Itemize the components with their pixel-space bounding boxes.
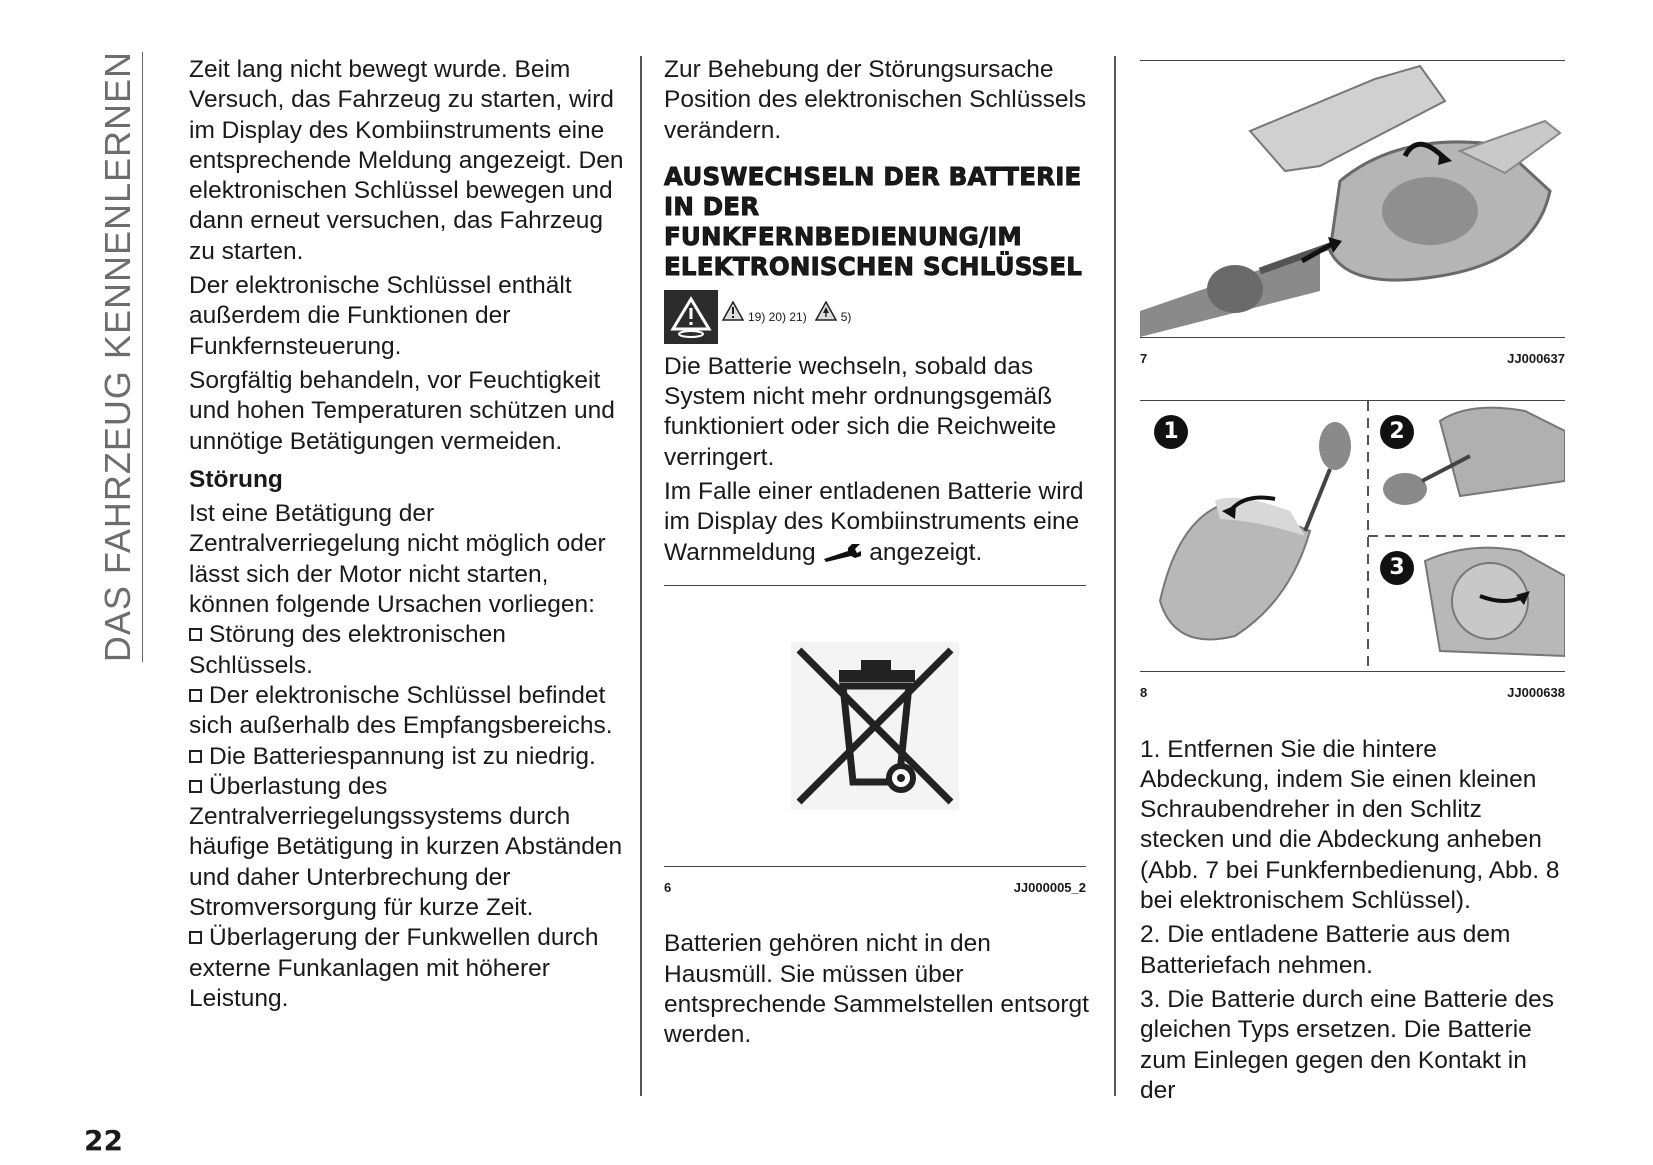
figure-number: 8 — [1140, 685, 1148, 701]
warning-references — [664, 290, 1094, 344]
figure-code: JJ000637 — [1507, 351, 1565, 366]
column-2 — [664, 55, 1094, 1054]
column-divider-1 — [640, 56, 642, 1096]
figure-caption — [1140, 678, 1565, 708]
electronic-key-battery-illustration — [1140, 401, 1565, 671]
figure-bottom-rule — [664, 866, 1086, 867]
side-rule — [142, 52, 143, 662]
list-item: Der elektronische Schlüssel befindet sich außerhalb des Empfangsbereichs. — [189, 681, 624, 742]
section-heading-battery: AUSWECHSELN DER BATTERIE IN DER FUNKFERNBEDIENUNG/IM ELEKTRONISCHEN SCHLÜSSEL — [664, 161, 1083, 281]
paragraph: Sorgfältig behandeln, vor Feuchtigkeit und hohen Temperaturen schützen und unnötige Betätigungen vermeiden. — [189, 366, 615, 455]
side-title-text: DAS FAHRZEUG KENNENLERNEN — [97, 51, 138, 663]
figure-bottom-rule — [1140, 671, 1565, 672]
figure-8 — [1140, 400, 1565, 708]
page-number: 22 — [84, 1124, 123, 1157]
step-2-badge: 2 — [1380, 415, 1414, 449]
paragraph: 3. Die Batterie durch eine Batterie des gleichen Typs ersetzen. Die Batterie zum Einlegen gegen den Kontakt in der — [1140, 985, 1555, 1104]
paragraph: Die Batterie wechseln, sobald das System nicht mehr ordnungsgemäß funktioniert oder sich die Reichweite verringert. — [664, 352, 1057, 471]
side-section-title — [96, 52, 140, 662]
figure-6 — [664, 585, 1086, 903]
paragraph — [664, 477, 1094, 571]
remote-key-battery-illustration — [1140, 61, 1565, 337]
paragraph: Der elektronische Schlüssel enthält außerdem die Funktionen der Funkfernsteuerung. — [189, 272, 572, 360]
section-heading-stoerung: Störung — [189, 465, 283, 493]
battery-warning-icon — [664, 290, 718, 344]
paragraph: 2. Die entladene Batterie aus dem Batteriefach nehmen. — [1140, 921, 1511, 979]
paragraph-text: angezeigt. — [869, 538, 983, 566]
figure-7 — [1140, 60, 1565, 374]
list-item: Störung des elektronischen Schlüssels. — [189, 620, 624, 681]
environment-icon — [815, 301, 837, 332]
list-item: Die Batteriespannung ist zu niedrig. — [189, 742, 624, 772]
paragraph-text: Im Falle einer entladenen Batterie wird im Display des Kombiinstruments eine Warnmeldung — [664, 478, 1084, 566]
wrench-icon — [822, 541, 862, 571]
column-1 — [189, 55, 624, 1014]
figure-caption — [1140, 344, 1565, 374]
figure-bottom-rule — [1140, 337, 1565, 338]
figure-caption — [664, 873, 1086, 903]
paragraph: 1. Entfernen Sie die hintere Abdeckung, indem Sie einen kleinen Schraubendreher in den Schlitz stecken und die Abdeckung anheben (Abb. 7 bei Funkfernbedienung, Abb. 8 bei elektronischem Schlüssel). — [1140, 735, 1560, 915]
paragraph: Ist eine Betätigung der Zentralverriegelung nicht möglich oder lässt sich der Motor nicht starten, können folgende Ursachen vorliegen: — [189, 500, 606, 619]
figure-number: 7 — [1140, 351, 1148, 366]
environment-ref-number: 5) — [840, 309, 852, 324]
list-item: Überlastung des Zentralverriegelungssystems durch häufige Betätigung in kurzen Abständen und daher Unterbrechung der Stromversorgung für kurze Zeit. — [189, 772, 624, 923]
paragraph: Batterien gehören nicht in den Hausmüll. Sie müssen über entsprechende Sammelstellen entsorgt werden. — [664, 930, 1089, 1049]
crossed-bin-icon — [664, 586, 1086, 866]
warning-ref-numbers: 19) 20) 21) — [748, 309, 807, 324]
instructions — [1140, 735, 1565, 1107]
figure-code: JJ000638 — [1507, 685, 1565, 701]
column-3 — [1140, 55, 1565, 1110]
figure-code: JJ000005_2 — [1013, 879, 1086, 895]
figure-number: 6 — [664, 879, 672, 895]
paragraph: Zur Behebung der Störungsursache Position des elektronischen Schlüssels verändern. — [664, 56, 1087, 144]
list-item: Überlagerung der Funkwellen durch externe Funkanlagen mit höherer Leistung. — [189, 923, 624, 1014]
caution-icon — [722, 301, 744, 332]
step-1-badge: 1 — [1154, 415, 1188, 449]
step-3-badge: 3 — [1380, 551, 1414, 585]
column-divider-2 — [1114, 56, 1116, 1096]
paragraph: Zeit lang nicht bewegt wurde. Beim Versuch, das Fahrzeug zu starten, wird im Display des Kombiinstruments eine entsprechende Meldung angezeigt. Den elektronischen Schlüssel bewegen und dann erneut versuchen, das Fahrzeug zu starten. — [189, 56, 624, 265]
